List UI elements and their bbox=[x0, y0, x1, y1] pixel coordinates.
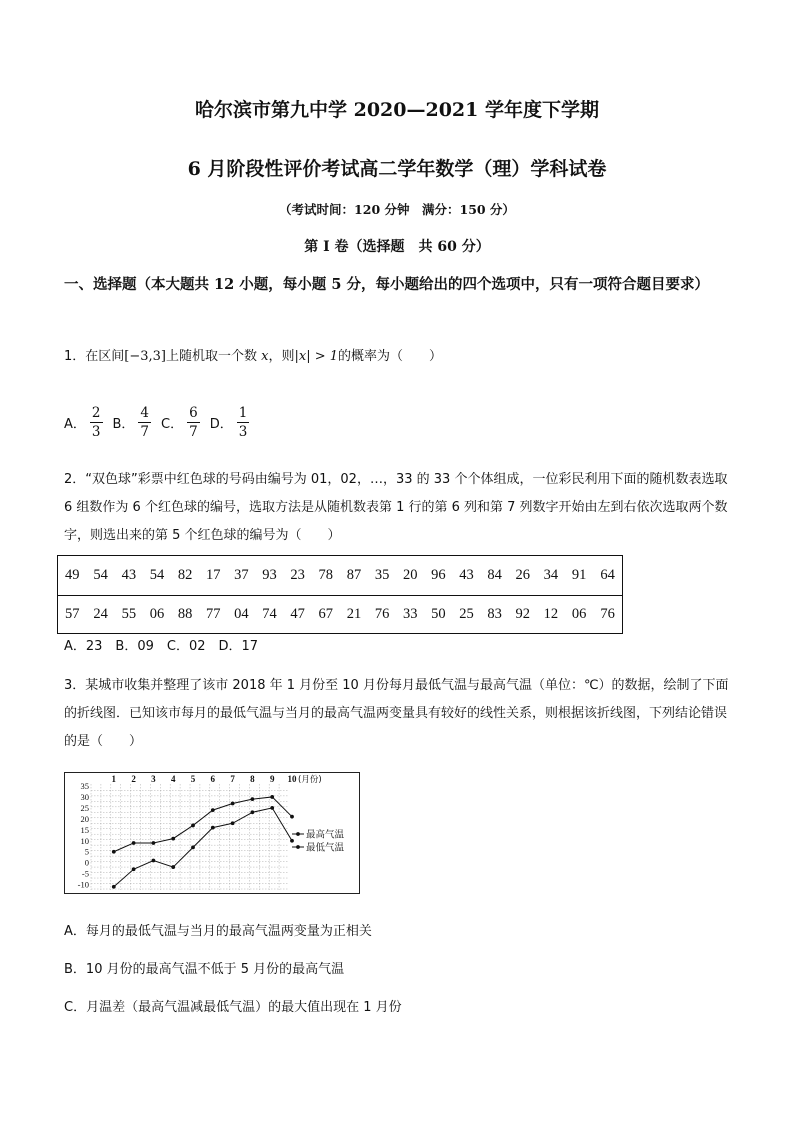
table-cell: 04 bbox=[234, 606, 249, 622]
table-cell: 35 bbox=[368, 556, 396, 596]
table-cell: 12 bbox=[543, 606, 559, 622]
q1-option-d bbox=[210, 404, 250, 441]
numerator: 1 bbox=[238, 404, 248, 421]
section-title: 一、选择题（本大题共 12 小题，每小题 5 分，每小题给出的四个选项中，只有一项符合题目要求） bbox=[64, 276, 709, 293]
q1-interval: [−3,3] bbox=[124, 349, 166, 364]
data-point bbox=[171, 865, 175, 869]
table-cell: 84 bbox=[481, 556, 509, 596]
table-cell: 76 bbox=[600, 606, 615, 622]
y-tick-label: 10 bbox=[80, 835, 89, 846]
table-cell: 25 bbox=[459, 606, 474, 622]
random-number-table bbox=[57, 555, 623, 634]
legend-marker bbox=[296, 845, 300, 849]
denominator: 3 bbox=[238, 423, 248, 440]
table-cell: 55 bbox=[121, 606, 137, 622]
table-cell: 67 bbox=[318, 606, 334, 622]
table-cell: 34 bbox=[537, 556, 565, 596]
y-tick-label: 0 bbox=[84, 857, 89, 868]
exam-info: （考试时间：120 分钟 满分：150 分） bbox=[279, 202, 515, 217]
table-cell: 47 bbox=[290, 606, 305, 622]
table-cell: 91 bbox=[565, 556, 593, 596]
table-cell: 54 bbox=[143, 556, 171, 596]
y-tick-label: 30 bbox=[80, 791, 89, 802]
data-point bbox=[152, 841, 156, 845]
table-cell: 06 bbox=[571, 606, 587, 622]
data-point bbox=[290, 815, 294, 819]
y-tick-label: 15 bbox=[80, 824, 89, 835]
table-cell: 78 bbox=[312, 556, 340, 596]
table-cell: 06 bbox=[149, 606, 165, 622]
table-row bbox=[58, 596, 623, 634]
denominator: 7 bbox=[140, 423, 150, 440]
x-tick-label: 1 bbox=[111, 774, 117, 784]
temperature-line-chart bbox=[64, 772, 360, 894]
table-cell: 23 bbox=[284, 556, 312, 596]
q1-options bbox=[64, 400, 259, 444]
table-cell: 21 bbox=[346, 606, 362, 622]
q3-option-c: C．月温差（最高气温减最低气温）的最大值出现在 1 月份 bbox=[64, 1000, 402, 1015]
exam-title: 6 月阶段性评价考试高二学年数学（理）学科试卷 bbox=[187, 158, 607, 180]
table-cell: 20 bbox=[396, 556, 424, 596]
q1-condition: |x| > 1 bbox=[294, 349, 339, 364]
table-cell: 17 bbox=[199, 556, 227, 596]
fraction bbox=[90, 404, 103, 441]
table-cell: 96 bbox=[424, 556, 452, 596]
data-point bbox=[211, 808, 215, 812]
q1-option-c bbox=[161, 404, 200, 441]
table-cell: 93 bbox=[255, 556, 283, 596]
table-cell: 88 bbox=[177, 606, 193, 622]
option-label: D． bbox=[209, 416, 233, 432]
data-point bbox=[251, 810, 255, 814]
table-cell: 57 bbox=[65, 606, 80, 622]
table-cell: 82 bbox=[171, 556, 199, 596]
y-tick-label: 20 bbox=[80, 813, 89, 824]
y-tick-label: -5 bbox=[81, 868, 89, 879]
denominator: 3 bbox=[91, 423, 101, 440]
table-cell: 92 bbox=[515, 606, 531, 622]
table-cell: 54 bbox=[87, 556, 115, 596]
numerator: 2 bbox=[91, 404, 101, 421]
numerator: 6 bbox=[189, 404, 198, 421]
y-tick-label: 25 bbox=[80, 802, 89, 813]
x-tick-label: 9 bbox=[269, 774, 275, 784]
x-tick-label: 2 bbox=[131, 774, 136, 784]
table-cell: 49 bbox=[58, 556, 87, 596]
fraction bbox=[187, 404, 200, 441]
option-label: A． bbox=[64, 416, 86, 432]
data-point bbox=[152, 859, 156, 863]
data-point bbox=[171, 837, 175, 841]
legend-marker bbox=[296, 832, 300, 836]
data-point bbox=[270, 795, 274, 799]
q3-option-b: B．10 月份的最高气温不低于 5 月份的最高气温 bbox=[64, 962, 345, 977]
q1-prefix: 1．在区间 bbox=[64, 349, 125, 364]
table-cell: 64 bbox=[593, 556, 622, 596]
legend-label: 最高气温 bbox=[306, 829, 345, 841]
data-point bbox=[132, 867, 136, 871]
x-tick-label: 8 bbox=[250, 774, 255, 784]
x-tick-label: 3 bbox=[151, 774, 156, 784]
y-tick-label: -10 bbox=[77, 879, 89, 890]
x-tick-label: 7 bbox=[230, 774, 235, 784]
q1-option-b bbox=[113, 404, 152, 441]
table-cell: 50 bbox=[431, 606, 446, 622]
data-point bbox=[290, 839, 294, 843]
data-point bbox=[211, 826, 215, 830]
q1-mid2: ，则 bbox=[268, 349, 295, 364]
question-1 bbox=[64, 343, 736, 371]
volume-title: 第 I 卷（选择题 共 60 分） bbox=[304, 239, 490, 255]
denominator: 7 bbox=[189, 423, 198, 440]
table-cell: 87 bbox=[340, 556, 368, 596]
x-tick-label: 6 bbox=[210, 774, 216, 784]
q1-var: x bbox=[261, 349, 269, 364]
table-cell: 24 bbox=[93, 606, 108, 622]
table-cell: 83 bbox=[487, 606, 502, 622]
data-point bbox=[251, 797, 255, 801]
table-cell: 76 bbox=[374, 606, 390, 622]
data-point bbox=[191, 845, 195, 849]
fraction bbox=[237, 404, 250, 441]
table-row bbox=[58, 556, 623, 596]
data-point bbox=[112, 850, 116, 854]
table-cell: 37 bbox=[227, 556, 255, 596]
table-cell: 77 bbox=[205, 606, 221, 622]
x-tick-label: 4 bbox=[170, 774, 176, 784]
question-2: 2．“双色球”彩票中红色球的号码由编号为 01，02，…，33 的 33 个个体组成，一位彩民利用下面的随机数表选取 6 组数作为 6 个红色球的编号，选取方法是从随机数表第 1 行的第 6 列和第 7 列数字开始由左到右依次选取两个数字，则选出来的第 5 个红色球的编号为（ ） bbox=[64, 472, 728, 543]
question-3: 3．某城市收集并整理了该市 2018 年 1 月份至 10 月份每月最低气温与最高气温（单位：℃）的数据，绘制了下面的折线图．已知该市每月的最低气温与当月的最高气温两变量具有较好的线性关系，则根据该折线图，下列结论错误的是（ ） bbox=[64, 678, 729, 749]
legend-label: 最低气温 bbox=[306, 842, 345, 854]
data-point bbox=[270, 806, 274, 810]
y-tick-label: 35 bbox=[80, 781, 89, 791]
data-point bbox=[231, 802, 235, 806]
table-cell: 74 bbox=[262, 606, 277, 622]
option-label: B． bbox=[112, 416, 135, 432]
q1-mid: 上随机取一个数 bbox=[166, 349, 258, 364]
table-cell: 43 bbox=[115, 556, 143, 596]
x-tick-label: 10 bbox=[287, 774, 297, 784]
data-point bbox=[231, 821, 235, 825]
data-point bbox=[112, 885, 116, 889]
q1-option-a bbox=[64, 404, 103, 441]
table-cell: 26 bbox=[509, 556, 537, 596]
school-title: 哈尔滨市第九中学 2020—2021 学年度下学期 bbox=[195, 99, 599, 121]
q3-option-a: A．每月的最低气温与当月的最高气温两变量为正相关 bbox=[64, 924, 372, 939]
option-label: C． bbox=[161, 416, 184, 432]
table-cell: 43 bbox=[452, 556, 480, 596]
x-tick-label: 5 bbox=[190, 774, 196, 784]
data-point bbox=[191, 824, 195, 828]
table-cell: 33 bbox=[402, 606, 418, 622]
fraction bbox=[138, 404, 151, 441]
numerator: 4 bbox=[140, 404, 150, 421]
y-tick-label: 5 bbox=[84, 846, 89, 857]
q2-options: A．23 B．09 C．02 D．17 bbox=[64, 639, 259, 654]
data-point bbox=[132, 841, 136, 845]
q1-tail: 的概率为（ ） bbox=[338, 349, 443, 364]
x-unit-label: (月份) bbox=[298, 775, 322, 785]
